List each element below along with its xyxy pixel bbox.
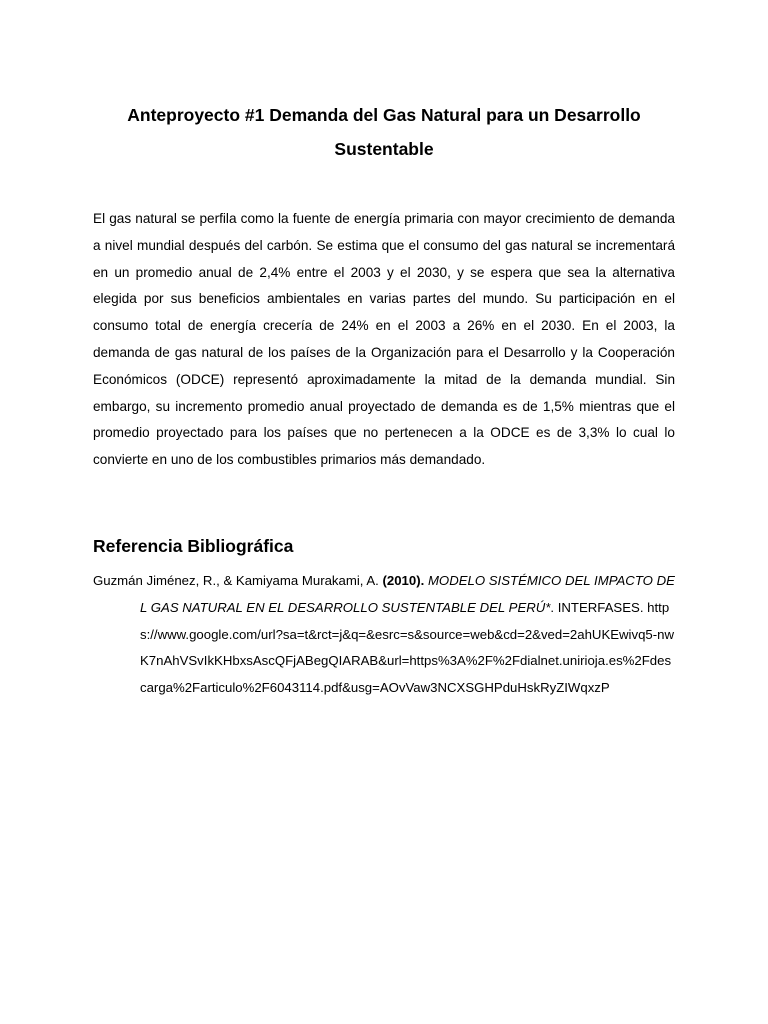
body-paragraph: El gas natural se perfila como la fuente de energía primaria con mayor crecimiento de demanda a nivel mundial después del carbón. Se estima que el consumo del gas natural se incrementará en un promedio anual de 2,4% entre el 2003 y el 2030, y se espera que sea la alternativa elegida por sus beneficios ambientales en varias partes del mundo. Su participación en el consumo total de energía crecería de 24% en el 2003 a 26% en el 2030. En el 2003, la demanda de gas natural de los países de la Organización para el Desarrollo y la Cooperación Económicos (ODCE) representó aproximadamente la mitad de la demanda mundial. Sin embargo, su incremento promedio anual proyectado de demanda es de 1,5% mientras que el promedio proyectado para los países que no pertenecen a la ODCE es de 3,3% lo cual lo convierte en uno de los combustibles primarios más demandado. — [93, 211, 675, 468]
reference-year: (2010). — [382, 572, 425, 588]
reference-authors: Guzmán Jiménez, R., & Kamiyama Murakami, A. — [93, 572, 383, 588]
reference-entry — [93, 568, 675, 702]
title-line-2: Sustentable — [334, 139, 434, 159]
reference-work-title: MODELO SISTÉMICO DEL IMPACTO DEL GAS NATURAL EN EL DESARROLLO SUSTENTABLE DEL PERÚ* — [140, 572, 675, 615]
reference-url[interactable]: https://www.google.com/url?sa=t&rct=j&q=&esrc=s&source=web&cd=2&ved=2ahUKEwivq5-nwK7nAhVSvIkKHbxsAscQFjABegQIARAB&url=https%3A%2F%2Fdialnet.unirioja.es%2Fdescarga%2Farticulo%2F6043114.pdf&usg=AOvVaw3NCXSGHPduHskRyZIWqxzP — [140, 599, 675, 696]
reference-publisher: . INTERFASES. — [550, 599, 644, 615]
document-title — [93, 0, 675, 166]
title-line-1: Anteproyecto #1 Demanda del Gas Natural para un Desarrollo — [127, 105, 641, 125]
references-heading: Referencia Bibliográfica — [93, 535, 294, 556]
